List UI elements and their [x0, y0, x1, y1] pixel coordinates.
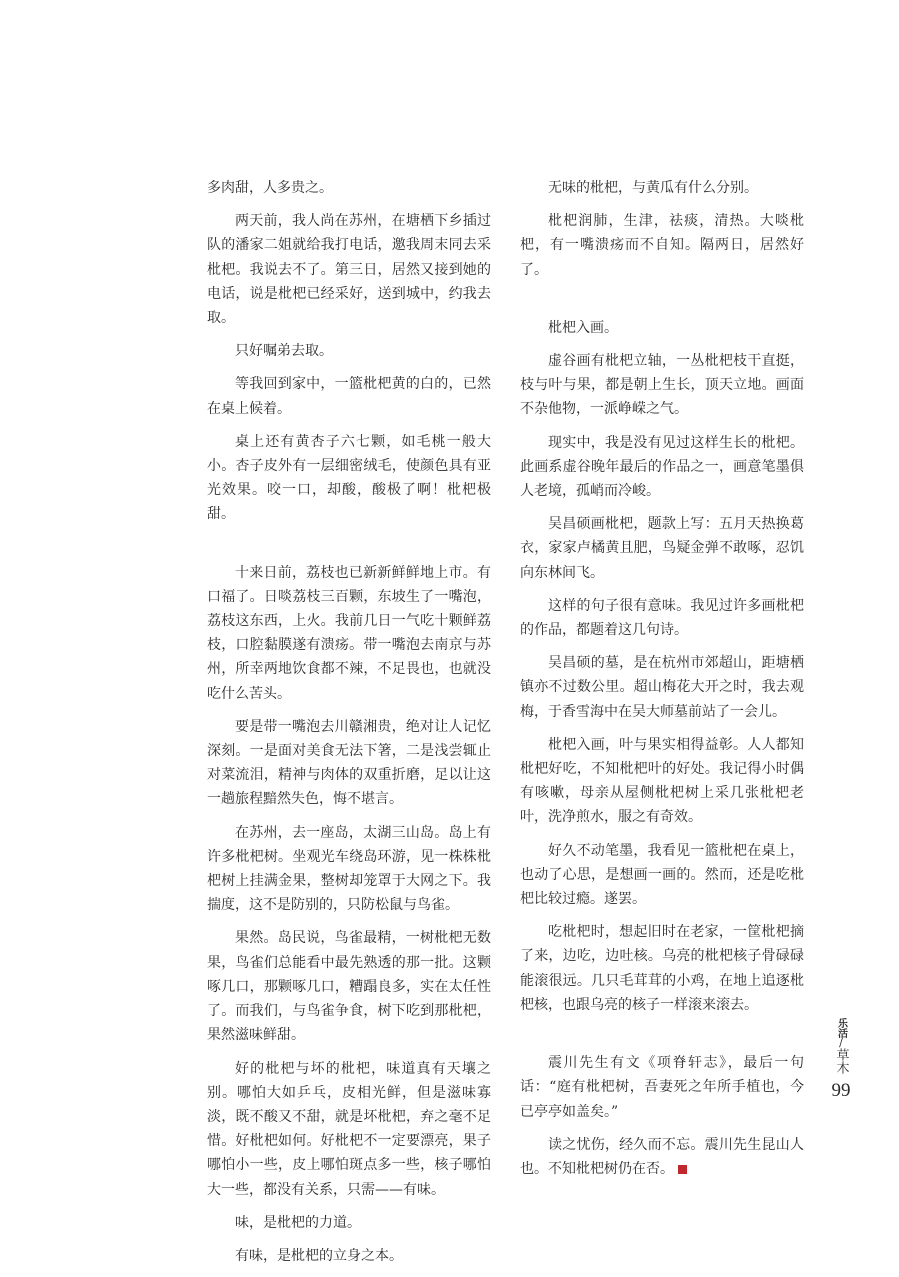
paragraph: 好久不动笔墨，我看见一篮枇杷在桌上，也动了心思，是想画一画的。然而，还是吃枇杷比较过瘾。遂罢。 — [520, 842, 804, 908]
paragraph: 等我回到家中，一篮枇杷黄的白的，已然在桌上候着。 — [207, 376, 491, 417]
section-label-secondary: 草木 — [833, 1048, 849, 1074]
paragraph: 吴昌硕的墓，是在杭州市郊超山，距塘栖镇亦不过数公里。超山梅花大开之时，我去观梅，于香雪海中在吴大师墓前站了一会儿。 — [520, 655, 804, 720]
paragraph: 桌上还有黄杏子六七颗，如毛桃一般大小。杏子皮外有一层细密绒毛，使颜色具有亚光效果。咬一口，却酸，酸极了啊！枇杷极甜。 — [207, 433, 491, 523]
paragraph: 无味的枇杷，与黄瓜有什么分别。 — [548, 180, 758, 196]
paragraph: 味，是枇杷的力道。 — [235, 1214, 361, 1231]
paragraph: 多肉甜，人多贵之。 — [207, 180, 333, 196]
paragraph: 吴昌硕画枇杷，题款上写：五月天热换葛衣，家家卢橘黄且肥，鸟疑金弹不敢啄，忍饥向东林间飞。 — [520, 516, 804, 581]
paragraph: 这样的句子很有意味。我见过许多画枇杷的作品，都题着这几句诗。 — [520, 597, 804, 639]
paragraph: 果然。岛民说，鸟雀最精，一树枇杷无数果，鸟雀们总能看中最先熟透的那一批。这颗啄几口，那颗啄几口，糟蹋良多，实在太任性了。而我们，与鸟雀争食，树下吃到那枇杷，果然滋味鲜甜。 — [207, 930, 491, 1044]
section-label-primary: 乐活 — [835, 1018, 847, 1038]
paragraph: 现实中，我是没有见过这样生长的枇杷。此画系虚谷晚年最后的作品之一，画意笔墨俱人老境，孤峭而冷峻。 — [520, 434, 804, 500]
paragraph: 震川先生有文《项脊轩志》，最后一句话：“庭有枇杷树，吾妻死之年所手植也，今已亭亭如盖矣。” — [520, 1055, 804, 1120]
paragraph: 在苏州，去一座岛，太湖三山岛。岛上有许多枇杷树。坐观光车绕岛环游，见一株株枇杷树上挂满金果，整树却笼罩于大网之下。我揣度，这不是防别的，只防松鼠与鸟雀。 — [207, 824, 491, 914]
page-number: 99 — [831, 1080, 851, 1101]
paragraph: 虚谷画有枇杷立轴，一丛枇杷枝干直挺，枝与叶与果，都是朝上生长，顶天立地。画面不杂他物，一派峥嵘之气。 — [520, 353, 804, 418]
article-column-left — [207, 176, 491, 1277]
article-column-right — [520, 176, 804, 1190]
paragraph: 枇杷润肺，生津，祛痰，清热。大啖枇杷，有一嘴溃疡而不自知。隔两日，居然好了。 — [520, 213, 804, 278]
paragraph: 好的枇杷与坏的枇杷，味道真有天壤之别。哪怕大如乒乓，皮相光鲜，但是滋味寡淡，既不酸又不甜，就是坏枇杷，弃之毫不足惜。好枇杷如何。好枇杷不一定要漂亮，果子哪怕小一些，皮上哪怕斑点多一些，核子哪怕大一些，都没有关系，只需——有味。 — [207, 1060, 491, 1198]
end-mark-square-icon — [678, 1165, 687, 1174]
paragraph: 十来日前，荔枝也已新新鲜鲜地上市。有口福了。日啖荔枝三百颗，东坡生了一嘴泡，荔枝这东西，上火。我前几日一气吃十颗鲜荔枝，口腔黏膜遂有溃疡。带一嘴泡去南京与苏州，所幸两地饮食都不辣，不足畏也，也就没吃什么苦头。 — [207, 564, 491, 702]
final-paragraph — [520, 1133, 804, 1181]
paragraph: 要是带一嘴泡去川赣湘贵，绝对让人记忆深刻。一是面对美食无法下箸，二是浅尝辄止对菜流泪，精神与肉体的双重折磨，足以让这一趟旅程黯然失色，悔不堪言。 — [207, 718, 491, 808]
paragraph: 吃枇杷时，想起旧时在老家，一筐枇杷摘了来，边吃，边吐核。乌亮的枇杷核子骨碌碌能滚很远。几只毛茸茸的小鸡，在地上追逐枇杷核，也跟乌亮的核子一样滚来滚去。 — [520, 924, 804, 1013]
final-paragraph-text: 读之忧伤，经久而不忘。震川先生昆山人也。不知枇杷树仍在否。 — [520, 1136, 804, 1177]
section-separator: / — [839, 1036, 843, 1049]
section-heading-paragraph: 枇杷入画。 — [548, 319, 618, 336]
folio — [826, 1018, 856, 1102]
paragraph: 只好嘱弟去取。 — [235, 343, 333, 360]
paragraph: 枇杷入画，叶与果实相得益彰。人人都知枇杷好吃，不知枇杷叶的好处。我记得小时偶有咳嗽，母亲从屋侧枇杷树上采几张枇杷老叶，洗净煎水，服之有奇效。 — [520, 736, 804, 826]
paragraph: 两天前，我人尚在苏州，在塘栖下乡插过队的潘家二姐就给我打电话，邀我周末同去采枇杷。我说去不了。第三日，居然又接到她的电话，说是枇杷已经采好，送到城中，约我去取。 — [207, 213, 491, 327]
paragraph: 有味，是枇杷的立身之本。 — [235, 1247, 403, 1264]
